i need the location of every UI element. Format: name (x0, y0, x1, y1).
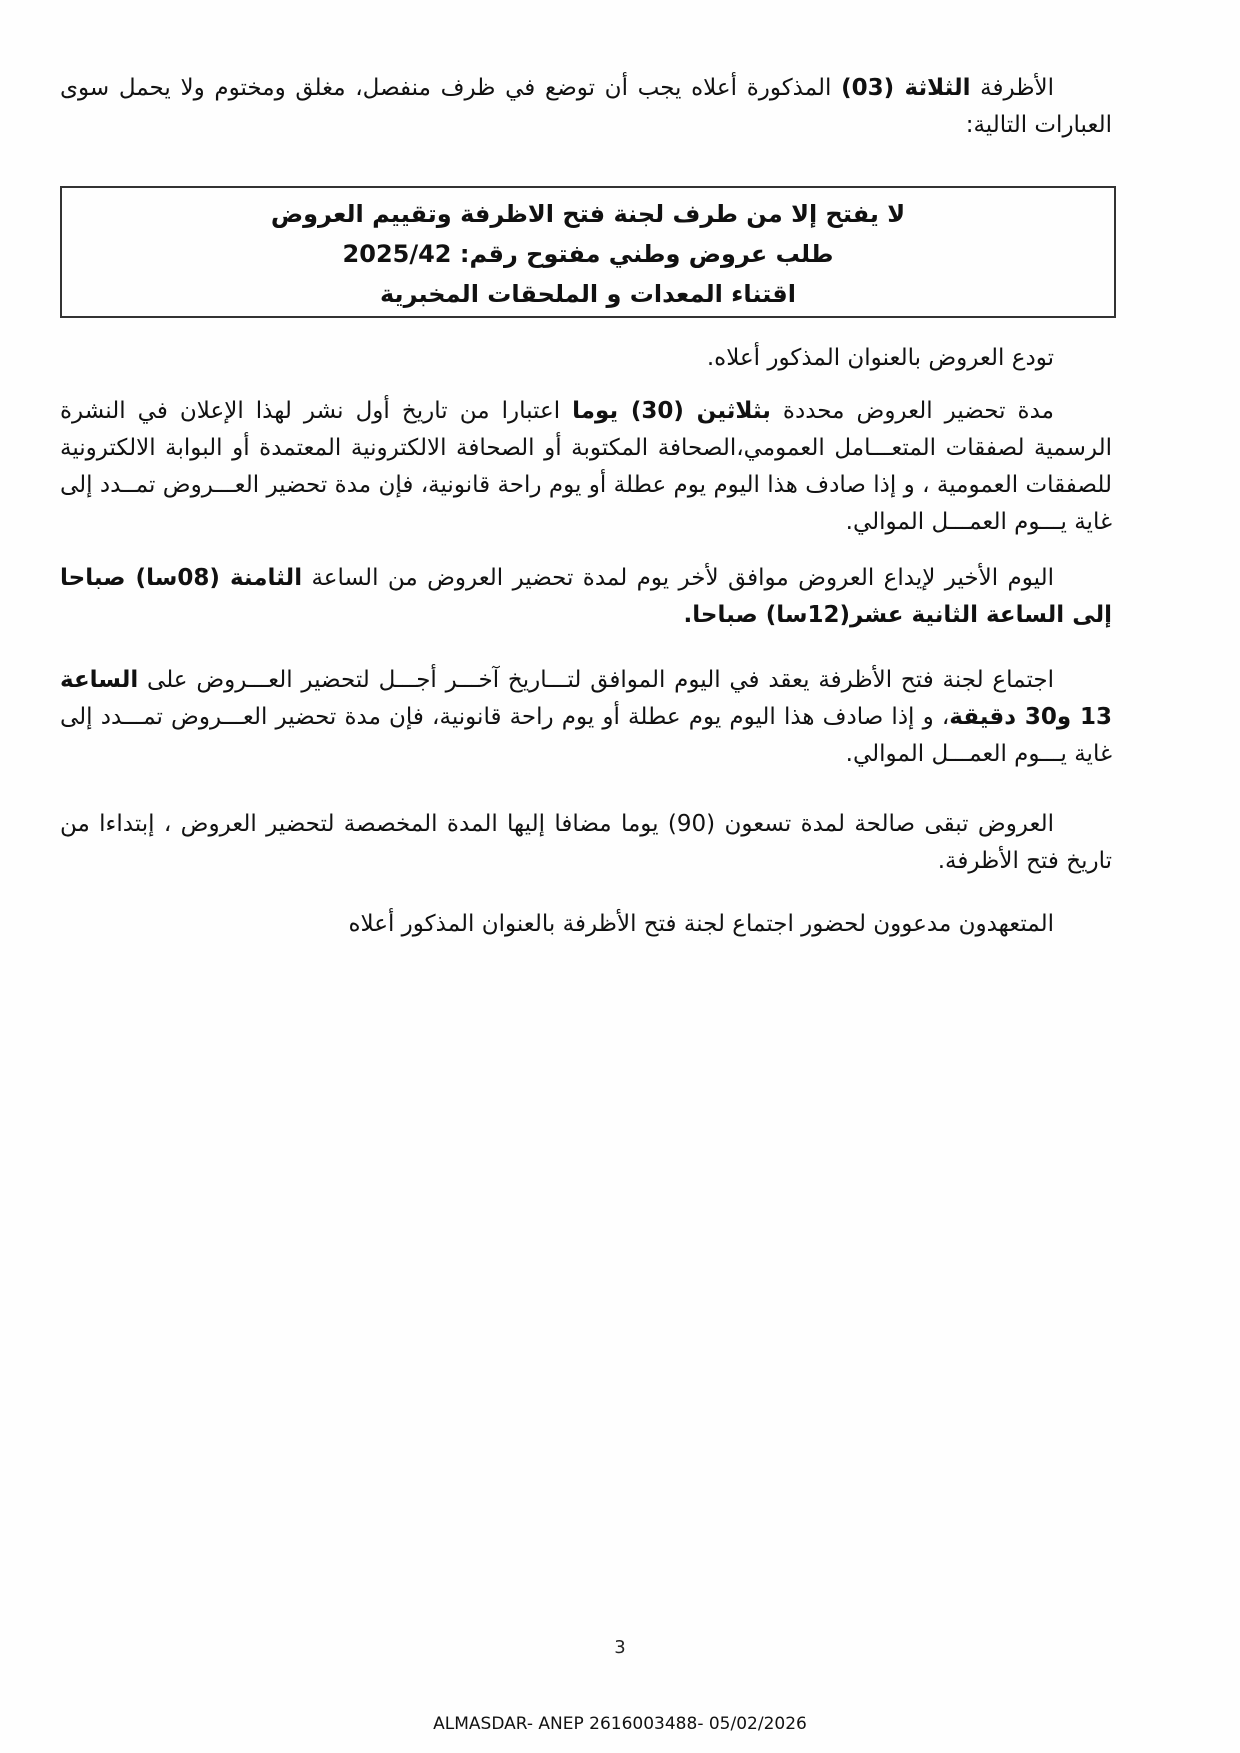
intro-bold-text: الثلاثة (03) (841, 75, 971, 101)
preparation-bold-text: بثلاثين (30) يوما (572, 398, 771, 424)
intro-text: الأظرفة (970, 75, 1055, 101)
envelope-label-box (60, 186, 1116, 318)
opening-text-cont: ، و إذا صادف هذا اليوم يوم عطلة أو يوم راحة قانونية، فإن مدة تحضير العـــروض تمـــدد إلى غاية يـــوم العمـــل الموالي. (60, 704, 1112, 767)
intro-text-cont: المذكورة أعلاه يجب أن توضع في ظرف منفصل، مغلق ومختوم ولا يحمل سوى العبارات التالية: (60, 75, 1112, 138)
footer-reference: ALMASDAR- ANEP 2616003488- 05/02/2026 (433, 1714, 807, 1734)
intro-paragraph (60, 70, 1112, 144)
invitation-paragraph: المتعهدون مدعوون لحضور اجتماع لجنة فتح الأظرفة بالعنوان المذكور أعلاه (348, 911, 1054, 937)
envelope-line-subject: اقتناء المعدات و الملحقات المخبرية (380, 280, 796, 308)
page-number: 3 (614, 1637, 626, 1658)
envelope-line-tender-number: طلب عروض وطني مفتوح رقم: 2025/42 (342, 240, 834, 268)
envelope-line-do-not-open: لا يفتح إلا من طرف لجنة فتح الاظرفة وتقييم العروض (270, 200, 906, 228)
preparation-paragraph (60, 393, 1112, 541)
opening-meeting-paragraph (60, 662, 1112, 773)
validity-paragraph: العروض تبقى صالحة لمدة تسعون (90) يوما مضافا إليها المدة المخصصة لتحضير العروض ، إبتداءا من تاريخ فتح الأظرفة. (60, 811, 1112, 874)
last-day-text: اليوم الأخير لإيداع العروض موافق لأخر يوم لمدة تحضير العروض من الساعة (302, 565, 1054, 591)
preparation-text-cont: اعتبارا من تاريخ أول نشر لهذا الإعلان في النشرة الرسمية لصفقات المتعـــامل العمومي،الصحافة المكتوبة أو الصحافة الالكترونية المعتمدة أو البوابة الالكترونية للصفقات العمومية ، و إذا صادف هذا اليوم يوم عطلة أو يوم راحة قانونية، فإن مدة تحضير العـــروض تمــدد إلى غاية يـــوم العمـــل الموالي. (60, 398, 1112, 535)
last-day-bold-text: الثامنة (08سا) صباحا إلى الساعة الثانية عشر(12سا) صباحا. (60, 565, 1112, 628)
opening-text: اجتماع لجنة فتح الأظرفة يعقد في اليوم الموافق لتـــاريخ آخـــر أجـــل لتحضير العـــروض على (138, 667, 1054, 693)
last-day-paragraph (60, 560, 1112, 634)
opening-bold-time: الساعة 13 و30 دقيقة (60, 667, 1112, 730)
preparation-text: مدة تحضير العروض محددة (770, 398, 1055, 424)
deposit-paragraph: تودع العروض بالعنوان المذكور أعلاه. (706, 345, 1054, 371)
